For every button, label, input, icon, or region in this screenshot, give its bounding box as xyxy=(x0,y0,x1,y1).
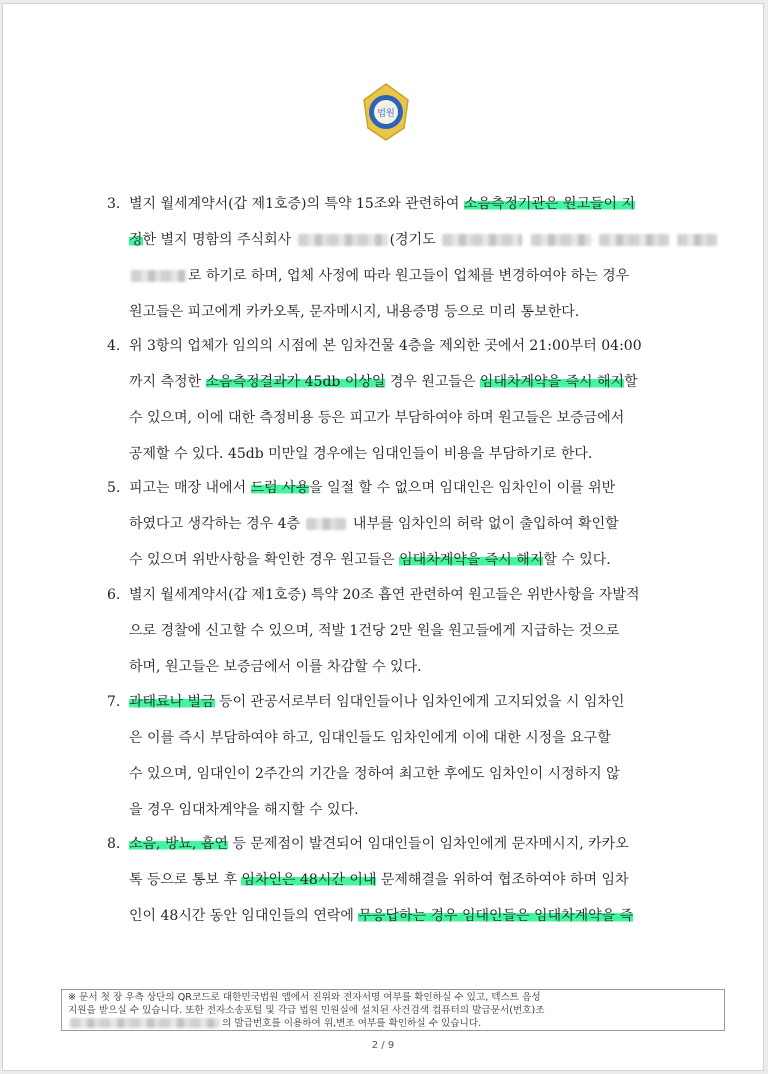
clause-line xyxy=(107,613,707,649)
clause-text xyxy=(671,232,675,248)
clause-line xyxy=(107,222,707,258)
highlighted-text: 임대차계약을 즉시 해지 xyxy=(479,374,625,390)
highlighted-text: 과태료나 벌금 xyxy=(129,694,215,710)
notice-line-1: ※ 문서 첫 장 우측 상단의 QR코드로 대한민국법원 앱에서 진위와 전자서명 여부를 확인하실 수 있고, 텍스트 음성 xyxy=(68,992,541,1003)
clause-text: 등 문제점이 발견되어 임대인들이 임차인에게 문자메시지, 카카오 xyxy=(227,836,629,852)
clause-line xyxy=(107,826,707,862)
highlighted-text: 정 xyxy=(129,232,143,248)
clause-line xyxy=(107,577,707,613)
clause-text: 인이 48시간 동안 임대인들의 연락에 xyxy=(129,908,359,924)
clause-number: 4. xyxy=(107,338,121,354)
clause-item xyxy=(107,470,707,578)
clause-number: 3. xyxy=(107,196,121,212)
clause-text: 내부를 임차인의 허락 없이 출입하여 확인할 xyxy=(348,516,619,532)
clause-text: 까지 측정한 xyxy=(129,374,206,390)
clause-text: 별지 월세계약서(갑 제1호증)의 특약 15조와 관련하여 xyxy=(129,196,464,212)
clause-item xyxy=(107,186,707,330)
clause-line xyxy=(107,258,707,294)
clause-text xyxy=(593,232,597,248)
highlighted-text: 무응답하는 경우 임대인들은 임대차계약을 즉 xyxy=(358,908,634,924)
clause-line xyxy=(107,186,707,222)
court-emblem-icon xyxy=(358,78,414,144)
clause-line xyxy=(107,328,707,364)
clause-line xyxy=(107,756,707,792)
clause-line xyxy=(107,400,707,436)
clause-line xyxy=(107,506,707,542)
clause-text: 수 있으며, 이에 대한 측정비용 등은 피고가 부담하여야 하며 원고들은 보증금에서 xyxy=(129,410,625,426)
clause-item xyxy=(107,328,707,472)
clause-item xyxy=(107,684,707,828)
clause-text: 하며, 원고들은 보증금에서 이를 차감할 수 있다. xyxy=(129,659,422,675)
clause-line xyxy=(107,862,707,898)
document-page xyxy=(2,3,764,1071)
redacted-text xyxy=(131,270,186,282)
clause-text: 으로 경찰에 신고할 수 있으며, 적발 1건당 2만 원을 원고들에게 지급하는 것으로 xyxy=(129,623,620,639)
notice-line-2: 지원을 받으실 수 있습니다. 또한 전자소송포털 및 각급 법원 민원실에 설치된 사건검색 컴퓨터의 발급문서(번호)조 xyxy=(68,1005,545,1016)
clause-line xyxy=(107,720,707,756)
clause-number: 6. xyxy=(107,587,121,603)
clause-text: 하였다고 생각하는 경우 4층 xyxy=(129,516,305,532)
clause-line xyxy=(107,364,707,400)
redacted-text xyxy=(531,234,591,246)
clause-text: 은 이를 즉시 부담하여야 하고, 임대인들도 임차인에게 이에 대한 시정을 요구할 xyxy=(129,730,611,746)
clause-line xyxy=(107,649,707,685)
clause-text: 한 별지 명함의 주식회사 xyxy=(142,232,296,248)
emblem-text: 법원 xyxy=(377,109,395,119)
clause-text: 문제해결을 위하여 협조하여야 하며 임차 xyxy=(376,872,629,888)
clause-line xyxy=(107,436,707,472)
clause-text: 수 있으며, 임대인이 2주간의 기간을 정하여 최고한 후에도 임차인이 시정하지 않 xyxy=(129,766,620,782)
page-number: 2 / 9 xyxy=(371,1040,395,1051)
clause-line xyxy=(107,470,707,506)
redacted-text xyxy=(298,234,388,246)
clause-line xyxy=(107,684,707,720)
clause-text: 할 xyxy=(624,374,638,390)
clause-number: 8. xyxy=(107,836,121,852)
clause-line xyxy=(107,792,707,828)
redacted-text xyxy=(306,518,346,530)
clause-text: 공제할 수 있다. 45db 미만일 경우에는 임대인들이 비용을 부담하기로 한다. xyxy=(129,446,593,462)
highlighted-text: 임대차계약을 즉시 해지 xyxy=(399,552,544,568)
redacted-text xyxy=(599,234,669,246)
clause-number: 5. xyxy=(107,480,121,496)
verification-notice xyxy=(61,989,725,1031)
clause-text: 별지 월세계약서(갑 제1호증) 특약 20조 흡연 관련하여 원고들은 위반사항을 자발적 xyxy=(129,587,640,603)
clause-text: 위 3항의 업체가 임의의 시점에 본 임차건물 4층을 제외한 곳에서 21:00부터 04:00 xyxy=(129,338,642,354)
clause-line xyxy=(107,294,707,330)
notice-line-3: 의 발급번호를 이용하여 위,변조 여부를 확인하실 수 있습니다. xyxy=(68,1017,718,1030)
clause-text: 로 하기로 하며, 업체 사정에 따라 원고들이 업체를 변경하여야 하는 경우 xyxy=(188,268,630,284)
clause-text: 톡 등으로 통보 후 xyxy=(129,872,242,888)
clause-text: 을 경우 임대차계약을 해지할 수 있다. xyxy=(129,802,359,818)
redacted-text xyxy=(442,234,522,246)
clause-item xyxy=(107,577,707,685)
clause-text: 피고는 매장 내에서 xyxy=(129,480,251,496)
highlighted-text: 소음, 방뇨, 흡연 xyxy=(129,836,228,852)
highlighted-text: 드럼 사용 xyxy=(250,480,310,496)
clause-number: 7. xyxy=(107,694,121,710)
clause-text: 을 일절 할 수 없으며 임대인은 임차인이 이를 위반 xyxy=(309,480,616,496)
highlighted-text: 임차인은 48시간 이내 xyxy=(241,872,377,888)
clause-text xyxy=(524,232,528,248)
highlighted-text: 소음측정기관은 원고들이 지 xyxy=(463,196,636,212)
clause-item xyxy=(107,826,707,934)
clause-text: 수 있으며 위반사항을 확인한 경우 원고들은 xyxy=(129,552,400,568)
highlighted-text: 소음측정결과가 45db 이상일 xyxy=(205,374,386,390)
clause-line xyxy=(107,898,707,934)
clause-text: (경기도 xyxy=(389,232,441,248)
clause-text: 등이 관공서로부터 임대인들이나 임차인에게 고지되었을 시 임차인 xyxy=(214,694,625,710)
clause-text: 할 수 있다. xyxy=(543,552,611,568)
clause-text: 원고들은 피고에게 카카오톡, 문자메시지, 내용증명 등으로 미리 통보한다. xyxy=(129,304,580,320)
clause-text: 경우 원고들은 xyxy=(385,374,480,390)
clause-line xyxy=(107,542,707,578)
redacted-text xyxy=(677,234,717,246)
